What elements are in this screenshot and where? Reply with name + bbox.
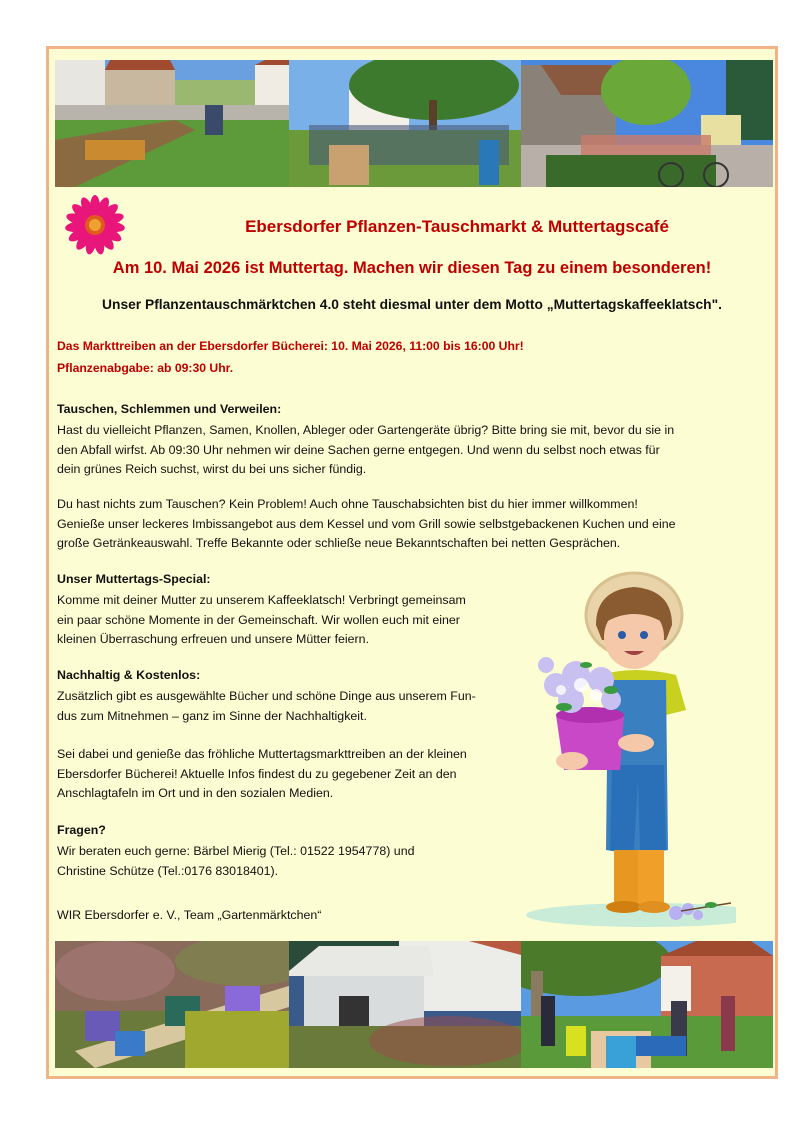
text-line: dus zum Mitnehmen – ganz im Sinne der Nachhaltigkeit. [57,708,367,723]
photo-market-street [55,60,308,187]
text-line: dein grünes Reich suchst, wirst du bei uns sicher fündig. [57,462,367,476]
page-subtitle: Am 10. Mai 2026 ist Muttertag. Machen wir diesen Tag zu einem besonderen! [112,259,712,277]
text-line: Genieße unser leckeres Imbissangebot aus dem Kessel und vom Grill sowie selbstgebackenen Kuchen und eine [57,516,676,531]
photo-market-cafe [521,60,773,187]
text-line: Zusätzlich gibt es ausgewählte Bücher und schöne Dinge aus unserem Fun- [57,689,476,703]
text-line: Anschlagtafeln im Ort und in den sozialen Medien. [57,786,334,800]
gardener-girl-illustration [516,565,736,930]
section-heading: Fragen? [57,823,106,837]
section-heading: Nachhaltig & Kostenlos: [57,668,201,682]
text-line: den Abfall wirfst. Ab 09:30 Uhr nehmen wir deine Sachen gerne entgegen. Und wenn du selbst noch etwas für [57,442,660,457]
text-line: große Getränkeauswahl. Treffe Bekannte oder schließe neue Bekanntschaften bei netten Gesprächen. [57,536,621,550]
flyer-frame [46,46,778,1079]
text-line: kleinen Überraschung erfreuen und unsere Mütter feiern. [57,632,370,646]
text-line: Du hast nichts zum Tauschen? Kein Problem! Auch ohne Tauschabsichten bist du hier immer willkommen! [57,497,638,511]
section-body [57,687,476,726]
text-line: Sei dabei und genieße das fröhliche Muttertagsmarkttreiben an der kleinen [57,747,467,761]
photo-tent-stand [289,941,525,1068]
photo-books-table [55,941,308,1068]
section-heading: Unser Muttertags-Special: [57,572,211,586]
section-body [57,421,674,480]
text-line: Christine Schütze (Tel.:0176 83018401). [57,863,279,878]
photo-market-crowd [289,60,525,187]
page-title: Ebersdorfer Pflanzen-Tauschmarkt & Muttertagscafé [245,217,669,236]
section-body [57,745,467,804]
text-line: Ebersdorfer Bücherei! Aktuelle Infos findest du zu gegebener Zeit an den [57,766,457,781]
text-line: Hast du vielleicht Pflanzen, Samen, Knollen, Ableger oder Gartengeräte übrig? Bitte bring sie mit, bevor du sie in [57,423,675,437]
section-body [57,842,414,881]
text-line: Wir beraten euch gerne: Bärbel Mierig (Tel.: 01522 1954778) und [57,844,415,858]
section-body [57,591,466,650]
photo-market-visitors [521,941,773,1068]
section-heading: Tauschen, Schlemmen und Verweilen: [57,402,282,416]
motto-text: Unser Pflanzentauschmärktchen 4.0 steht diesmal unter dem Motto „Muttertagskaffeeklatsch". [102,297,722,312]
event-location-time: Das Markttreiben an der Ebersdorfer Bücherei: 10. Mai 2026, 11:00 bis 16:00 Uhr! [57,339,524,353]
signature: WIR Ebersdorfer e. V., Team „Gartenmärktchen“ [57,908,322,922]
text-line: ein paar schöne Momente in der Gemeinschaft. Wir wollen euch mit einer [57,612,460,627]
event-plant-dropoff: Pflanzenabgabe: ab 09:30 Uhr. [57,361,234,375]
section-body [57,495,676,554]
text-line: Komme mit deiner Mutter zu unserem Kaffeeklatsch! Verbringt gemeinsam [57,593,466,607]
